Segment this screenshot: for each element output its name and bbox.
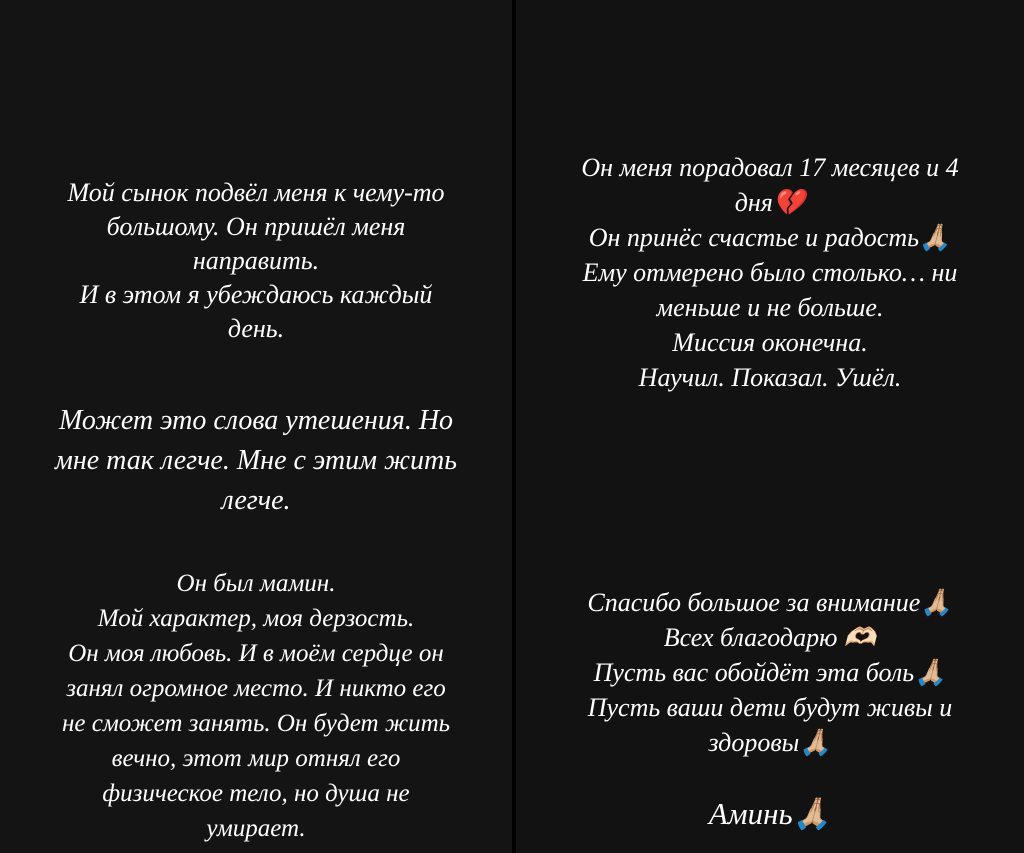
text-line: здоровы🙏🏼 (708, 728, 832, 757)
text-line: И в этом я убеждаюсь каждый (79, 280, 433, 309)
text-line: не сможет занять. Он будет жить (61, 710, 451, 737)
text-line: Он принёс счастье и радость🙏🏼 (588, 223, 952, 252)
left-paragraph-2 (30, 401, 482, 521)
text-line: вечно, этот мир отнял его (111, 745, 401, 772)
text-line: легче. (221, 485, 291, 516)
right-paragraph-amen (536, 794, 1004, 834)
text-line: меньше и не больше. (656, 293, 884, 322)
text-line: Пусть ваши дети будут живы и (587, 693, 953, 722)
text-line: умирает. (206, 815, 306, 842)
right-paragraph-1 (536, 150, 1004, 395)
text-line: Мой характер, моя дерзость. (97, 605, 415, 632)
text-line: Мой сынок подвёл меня к чему-то (67, 178, 445, 207)
text-line: дня💔 (734, 188, 806, 217)
text-line: Пусть вас обойдёт эта боль🙏🏼 (593, 658, 947, 687)
text-line: день. (227, 314, 285, 343)
text-line: Спасибо большое за внимание🙏🏼 (587, 588, 953, 617)
text-line: занял огромное место. И никто его (66, 675, 446, 702)
text-line: Научил. Показал. Ушёл. (638, 363, 902, 392)
text-line: Всех благодарю 🫶🏻 (663, 623, 877, 652)
text-line: большому. Он пришёл меня (106, 212, 406, 241)
text-line: направить. (192, 246, 320, 275)
text-line: физическое тело, но душа не (102, 780, 410, 807)
text-line: Может это слова утешения. Но (58, 405, 454, 436)
text-line: мне так легче. Мне с этим жить (54, 445, 458, 476)
text-line: Он меня порадовал 17 месяцев и 4 (581, 153, 959, 182)
text-line: Миссия оконечна. (672, 328, 868, 357)
text-line: Он моя любовь. И в моём сердце он (68, 640, 444, 667)
left-paragraph-1 (30, 176, 482, 346)
left-paragraph-3 (30, 566, 482, 846)
text-line: Он был мамин. (176, 570, 336, 597)
right-paragraph-2 (536, 585, 1004, 760)
text-line: Аминь🙏🏼 (708, 796, 832, 831)
text-line: Ему отмерено было столько… ни (582, 258, 958, 287)
